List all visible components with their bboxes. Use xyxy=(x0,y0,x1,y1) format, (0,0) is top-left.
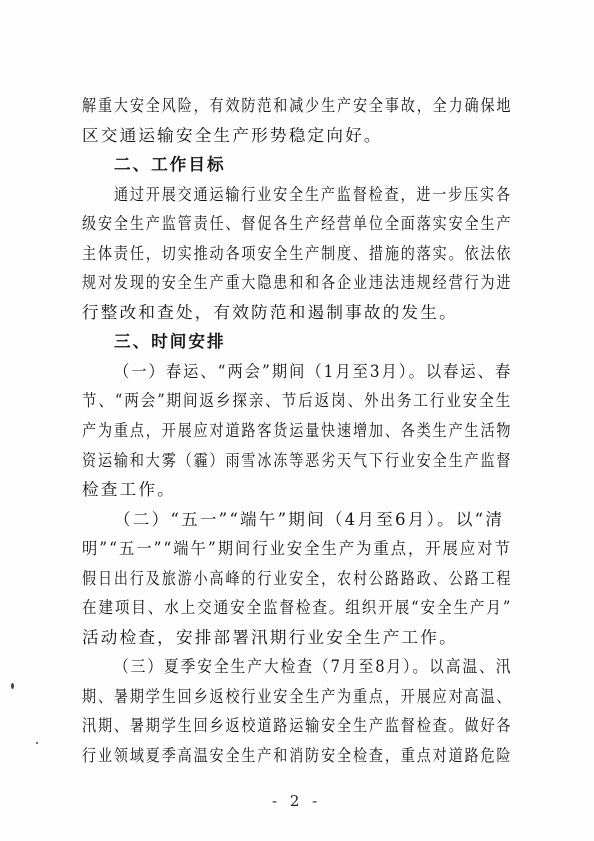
paragraph-line: 期、暑期学生回乡返校行业安全生产为重点，开展应对高温、 xyxy=(82,686,513,706)
paragraph-line: 汛期、暑期学生回乡返校道路运输安全生产监督检查。做好各 xyxy=(82,716,513,736)
paragraph-line: 级安全生产监管责任、督促各生产经营单位全面落实安全生产 xyxy=(82,214,513,234)
paragraph-line: 主体责任，切实推动各项安全生产制度、措施的落实。依法依 xyxy=(82,243,513,263)
paragraph-line: 在建项目、水上交通安全监督检查。组织开展“安全生产月” xyxy=(82,598,513,618)
scan-speck xyxy=(36,742,38,744)
paragraph-line: 资运输和大雾（霾）雨雪冰冻等恶劣天气下行业安全生产监督 xyxy=(82,450,513,470)
paragraph-line: 通过开展交通运输行业安全生产监督检查，进一步压实各 xyxy=(114,184,512,204)
paragraph-line: （三）夏季安全生产大检查（7月至8月）。以高温、汛 xyxy=(114,657,513,677)
paragraph-line: （一）春运、“两会”期间（1月至3月）。以春运、春 xyxy=(114,361,513,381)
paragraph-line: 解重大安全风险，有效防范和减少生产安全事故，全力确保地 xyxy=(82,96,513,115)
section-heading: 三、时间安排 xyxy=(114,332,226,352)
paragraph-line: （二）“五一”“端午”期间（4月至6月）。以“清 xyxy=(114,509,505,529)
paragraph-line: 节、“两会”期间返乡探亲、节后返岗、外出务工行业安全生 xyxy=(82,391,513,411)
scan-speck xyxy=(11,683,14,689)
page-number: - 2 - xyxy=(272,792,322,810)
paragraph-line: 行整改和查处，有效防范和遏制事故的发生。 xyxy=(82,302,458,322)
paragraph-line: 假日出行及旅游小高峰的行业安全，农村公路路政、公路工程 xyxy=(82,568,513,588)
paragraph-line: 检查工作。 xyxy=(82,480,176,500)
paragraph-line: 明”“五一”“端午”期间行业安全生产为重点，开展应对节 xyxy=(82,539,512,559)
section-heading: 二、工作目标 xyxy=(114,155,226,175)
paragraph-line: 活动检查，安排部署汛期行业安全生产工作。 xyxy=(82,627,458,647)
paragraph-line: 区交通运输安全生产形势稳定向好。 xyxy=(82,125,383,145)
paragraph-line: 产为重点，开展应对道路客货运量快速增加、各类生产生活物 xyxy=(82,421,513,440)
paragraph-line: 规对发现的安全生产重大隐患和和各企业违法违规经营行为进 xyxy=(82,273,513,293)
paragraph-line: 行业领域夏季高温安全生产和消防安全检查，重点对道路危险 xyxy=(82,746,513,765)
